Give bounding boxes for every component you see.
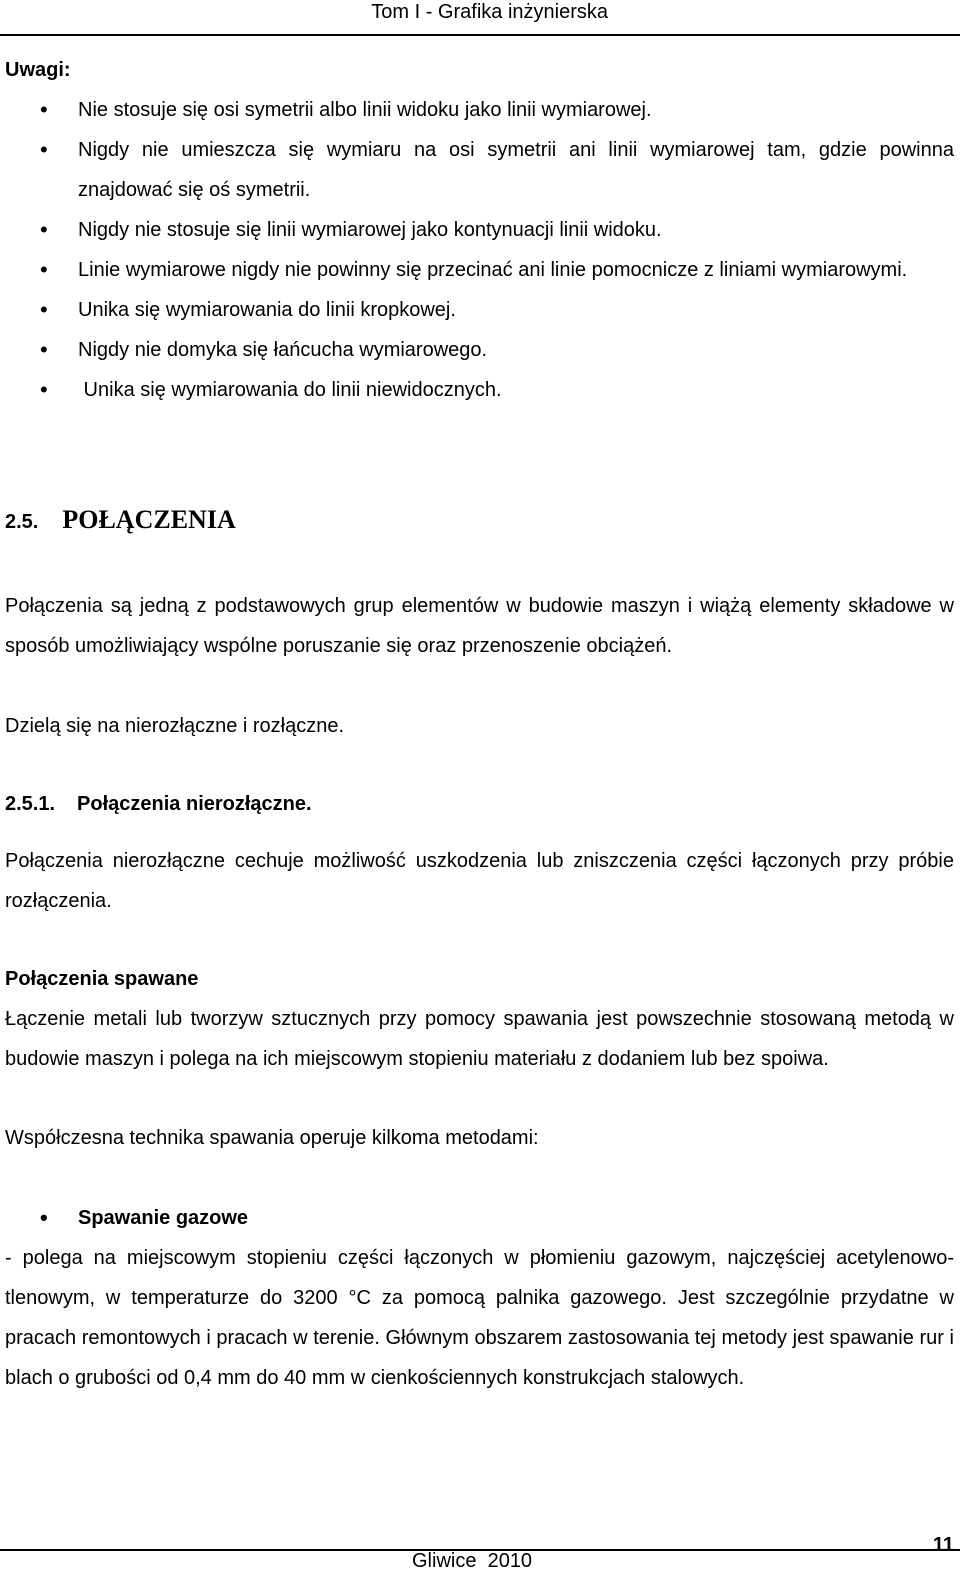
notes-list [0,90,954,410]
welding-text: Łączenie metali lub tworzyw sztucznych przy pomocy spawania jest powszechnie stosowaną metodą w budowie maszyn i polega na ich miejscowym stopieniu materiału z dodaniem lub bez spoiwa. [5,1008,954,1070]
list-item: • Nigdy nie stosuje się linii wymiarowej jako kontynuacji linii widoku. [0,210,954,250]
notes-heading: Uwagi: [5,59,71,81]
section-division: Dzielą się na nierozłączne i rozłączne. [5,715,345,737]
list-item: • Nigdy nie domyka się łańcucha wymiarowego. [0,330,954,370]
page-header-title: Tom I - Grafika inżynierska [371,1,608,23]
section-number: 2.5. [5,511,39,533]
list-item: • Nie stosuje się osi symetrii albo linii widoku jako linii wymiarowej. [0,90,954,130]
subsection-number: 2.5.1. [5,793,56,815]
subsection-heading [5,784,954,824]
header-rule [0,34,960,36]
list-item: • Linie wymiarowe nigdy nie powinny się przecinać ani linie pomocnicze z liniami wymiarowymi. [0,250,954,290]
list-item: • Nigdy nie umieszcza się wymiaru na osi symetrii ani linii wymiarowej tam, gdzie powinna znajdować się oś symetrii. [0,130,954,210]
footer-text: Gliwice 2010 [412,1550,533,1572]
page-number: 11 [932,1534,954,1556]
subsection-title: Połączenia nierozłączne. [77,793,312,815]
section-heading [5,500,236,542]
list-item: • Unika się wymiarowania do linii kropkowej. [0,290,954,330]
list-item: • Unika się wymiarowania do linii niewidocznych. [0,370,954,410]
welding-heading: Połączenia spawane [5,968,199,990]
gas-welding-text: - polega na miejscowym stopieniu części łączonych w płomieniu gazowym, najczęściej acetylenowo-tlenowym, w temperaturze do 3200 °C za pomocą palnika gazowego. Jest szczególnie przydatne w pracach remontowych i pracach w terenie. Głównym obszarem zastosowania tej metody jest spawanie rur i blach o grubości od 0,4 mm do 40 mm w cienkościennych konstrukcjach stalowych. [5,1247,954,1389]
methods-list [0,1198,954,1238]
section-intro: Połączenia są jedną z podstawowych grup elementów w budowie maszyn i wiążą elementy składowe w sposób umożliwiający wspólne poruszanie się oraz przenoszenie obciążeń. [5,595,954,657]
subsection-text: Połączenia nierozłączne cechuje możliwość uszkodzenia lub zniszczenia części łączonych przy próbie rozłączenia. [5,850,954,912]
list-item: • Spawanie gazowe [0,1198,954,1238]
section-title: POŁĄCZENIA [62,505,236,534]
welding-methods-intro: Współczesna technika spawania operuje kilkoma metodami: [5,1127,539,1149]
